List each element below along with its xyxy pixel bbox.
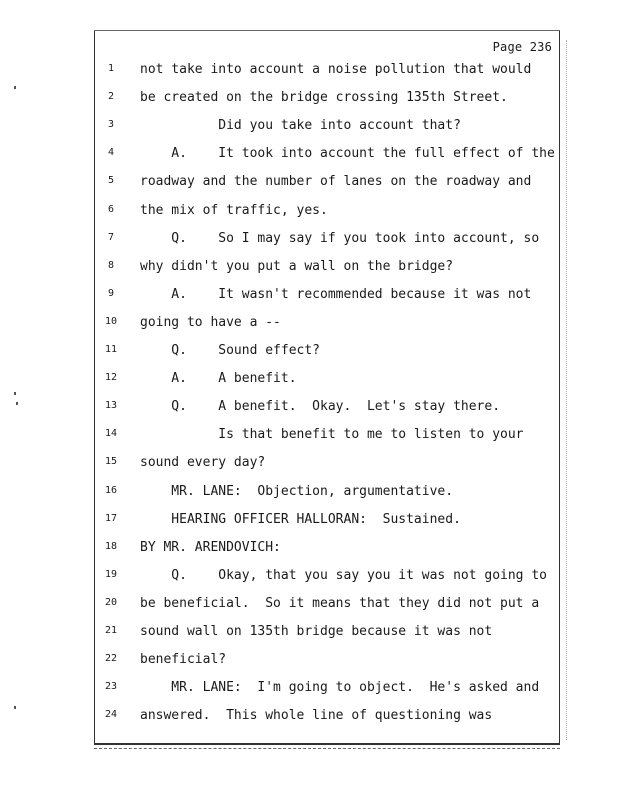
line-text: answered. This whole line of questioning was [140, 708, 493, 724]
line-number: 23 [104, 681, 118, 693]
line-number: 18 [104, 540, 118, 552]
binding-mark [14, 86, 16, 89]
transcript-line [100, 455, 555, 473]
line-number: 14 [104, 428, 118, 440]
bottom-rule-dashed [94, 748, 560, 749]
line-text: why didn't you put a wall on the bridge? [140, 258, 454, 274]
line-number: 22 [104, 653, 118, 665]
transcript-line [100, 118, 555, 136]
transcript-line [100, 624, 555, 642]
line-number: 11 [104, 344, 118, 355]
transcript-line [100, 371, 555, 389]
line-text: Did you take into account that? [140, 118, 461, 134]
line-number: 17 [104, 512, 118, 524]
binding-mark [14, 706, 16, 709]
transcript-line [100, 568, 555, 586]
top-rule [94, 30, 560, 31]
transcript-line [100, 315, 555, 333]
line-text: Q. Okay, that you say you it was not going to [140, 567, 547, 583]
transcript-line [100, 146, 555, 164]
page-number: Page 236 [492, 40, 552, 54]
line-text: A. It took into account the full effect of the [140, 146, 555, 162]
transcript-line [100, 287, 555, 305]
line-text: not take into account a noise pollution that would [140, 62, 532, 77]
transcript-line [100, 652, 555, 670]
transcript-line [100, 174, 555, 192]
line-text: be created on the bridge crossing 135th Street. [140, 90, 508, 106]
line-number: 2 [107, 91, 115, 103]
transcript-line [100, 708, 555, 726]
line-number: 4 [107, 147, 115, 159]
binding-mark [16, 402, 18, 405]
line-text: Is that benefit to me to listen to your [140, 427, 524, 443]
line-text: going to have a -- [140, 314, 281, 330]
right-margin-line [566, 40, 569, 740]
transcript-line [100, 680, 555, 698]
line-number: 1 [107, 63, 115, 74]
line-text: Q. Sound effect? [140, 343, 321, 358]
line-text: Q. A benefit. Okay. Let's stay there. [140, 399, 501, 415]
transcript-line [100, 259, 555, 277]
transcript-line [100, 343, 555, 361]
line-text: A. A benefit. [140, 371, 297, 387]
line-number: 16 [104, 484, 118, 496]
line-number: 12 [104, 372, 118, 384]
line-text: sound wall on 135th bridge because it was not [140, 624, 493, 639]
transcript-line [100, 90, 555, 108]
line-number: 21 [104, 625, 118, 636]
transcript-line [100, 62, 555, 80]
transcript-line [100, 427, 555, 445]
line-number: 20 [104, 596, 118, 608]
line-number: 15 [104, 456, 118, 468]
transcript-line [100, 540, 555, 558]
line-text: roadway and the number of lanes on the roadway and [140, 174, 532, 190]
transcript-line [100, 484, 555, 502]
transcript-line [100, 231, 555, 249]
line-number: 9 [107, 287, 115, 299]
line-text: HEARING OFFICER HALLORAN: Sustained. [140, 511, 461, 527]
line-text: A. It wasn't recommended because it was not [140, 286, 532, 302]
line-number: 6 [107, 203, 115, 215]
binding-mark [14, 392, 16, 395]
transcript-line [100, 203, 555, 221]
line-number: 8 [107, 259, 115, 271]
line-text: the mix of traffic, yes. [140, 202, 328, 218]
line-text: beneficial? [140, 652, 227, 668]
line-text: be beneficial. So it means that they did not put a [140, 595, 540, 611]
transcript-line [100, 512, 555, 530]
line-text: BY MR. ARENDOVICH: [140, 539, 281, 555]
line-number: 24 [104, 709, 118, 721]
line-text: sound every day? [140, 455, 266, 471]
line-number: 13 [104, 400, 118, 412]
line-number: 5 [107, 175, 115, 187]
line-text: Q. So I may say if you took into account, so [140, 230, 540, 246]
line-number: 10 [104, 315, 118, 327]
transcript-line [100, 596, 555, 614]
line-number: 3 [107, 119, 115, 131]
line-text: MR. LANE: Objection, argumentative. [140, 483, 454, 499]
bottom-rule [94, 743, 560, 745]
line-number: 7 [107, 231, 115, 243]
line-text: MR. LANE: I'm going to object. He's asked and [140, 680, 540, 696]
line-number: 19 [104, 568, 118, 580]
transcript-line [100, 399, 555, 417]
